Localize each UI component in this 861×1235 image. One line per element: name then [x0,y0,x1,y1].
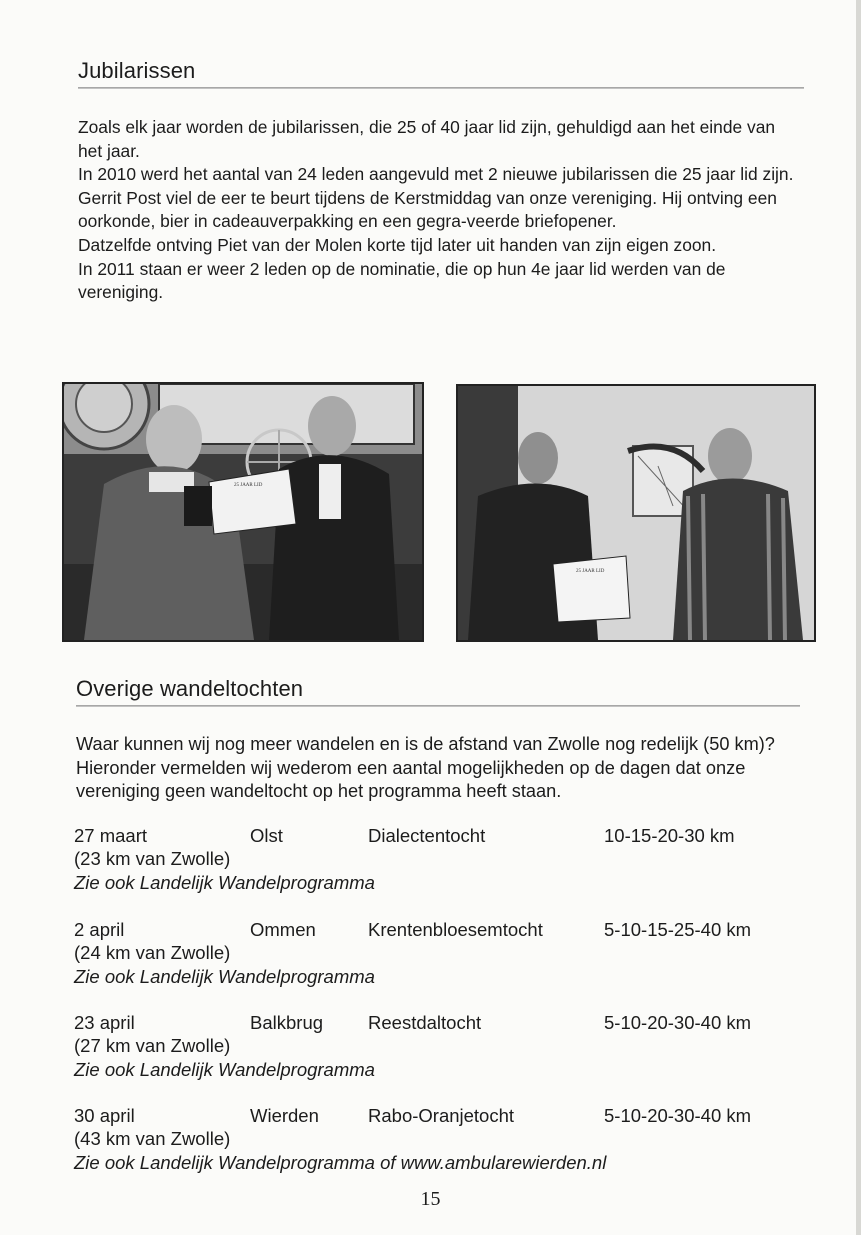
walk-entry [74,1011,794,1081]
section-title-jubilarissen: Jubilarissen [78,58,196,83]
walk-distance-from-zwolle: (23 km van Zwolle) [74,848,231,870]
walk-date: 27 maart [74,825,148,846]
photo-gerrit-post-image [64,384,422,640]
section-rule [76,705,800,707]
section-rule [78,87,804,89]
walk-date: 2 april [74,919,125,940]
walk-place: Ommen [250,919,316,940]
walk-name: Reestdaltocht [368,1012,482,1033]
walk-distances: 10-15-20-30 km [604,825,735,846]
certificate-text: 25 JAAR LID [234,483,263,488]
walk-name: Rabo-Oranjetocht [368,1105,515,1126]
walk-distance-from-zwolle: (24 km van Zwolle) [74,942,231,964]
walk-entry [74,918,794,988]
walk-distances: 5-10-20-30-40 km [604,1105,752,1126]
photo-gerrit-post-ceremony [62,382,424,642]
walk-entry [74,824,794,894]
jubilarissen-body [78,116,798,305]
walk-note: Zie ook Landelijk Wandelprogramma of www.ambularewierden.nl [74,1151,607,1173]
walk-distances: 5-10-20-30-40 km [604,1012,752,1033]
walk-note: Zie ook Landelijk Wandelprogramma [74,1058,375,1080]
photo-piet-van-der-molen-ceremony [456,384,816,642]
paragraph: In 2011 staan er weer 2 leden op de nominatie, die op hun 4e jaar lid werden van de vereniging. [78,258,726,303]
walk-note: Zie ook Landelijk Wandelprogramma [74,965,375,987]
page-number: 15 [420,1188,441,1210]
walk-date: 30 april [74,1105,135,1126]
overige-intro: Waar kunnen wij nog meer wandelen en is de afstand van Zwolle nog redelijk (50 km)? Hieronder vermelden wij wederom een aantal mogelijkheden op de dagen dat onze vereniging geen wandeltocht op het programma heeft staan. [76,734,775,801]
paragraph: Datzelfde ontving Piet van der Molen korte tijd later uit handen van zijn eigen zoon. [78,234,717,255]
paragraph: Zoals elk jaar worden de jubilarissen, die 25 of 40 jaar lid zijn, gehuldigd aan het einde van het jaar. [78,117,776,161]
walk-place: Wierden [250,1105,319,1126]
walk-distances: 5-10-15-25-40 km [604,919,752,940]
walk-note: Zie ook Landelijk Wandelprogramma [74,871,375,893]
section-title-overige-wandeltochten: Overige wandeltochten [76,676,304,701]
walk-date: 23 april [74,1012,135,1033]
walk-distance-from-zwolle: (27 km van Zwolle) [74,1035,231,1057]
photo-piet-van-der-molen-image [458,386,814,640]
walk-entry [74,1104,794,1174]
walk-distance-from-zwolle: (43 km van Zwolle) [74,1128,231,1150]
page-edge-shadow [856,0,861,1235]
walk-name: Krentenbloesemtocht [368,919,543,940]
paragraph: In 2010 werd het aantal van 24 leden aangevuld met 2 nieuwe jubilarissen die 25 jaar lid zijn. Gerrit Post viel de eer te beurt tijdens de Kerstmiddag van onze vereniging. Hij ontving een oorkonde, bier in cadeauverpakking en een gegra-veerde briefopener. [78,164,794,232]
walk-place: Olst [250,825,283,846]
walk-name: Dialectentocht [368,825,486,846]
walk-place: Balkbrug [250,1012,324,1033]
certificate-text: 25 JAAR LID [576,569,605,574]
